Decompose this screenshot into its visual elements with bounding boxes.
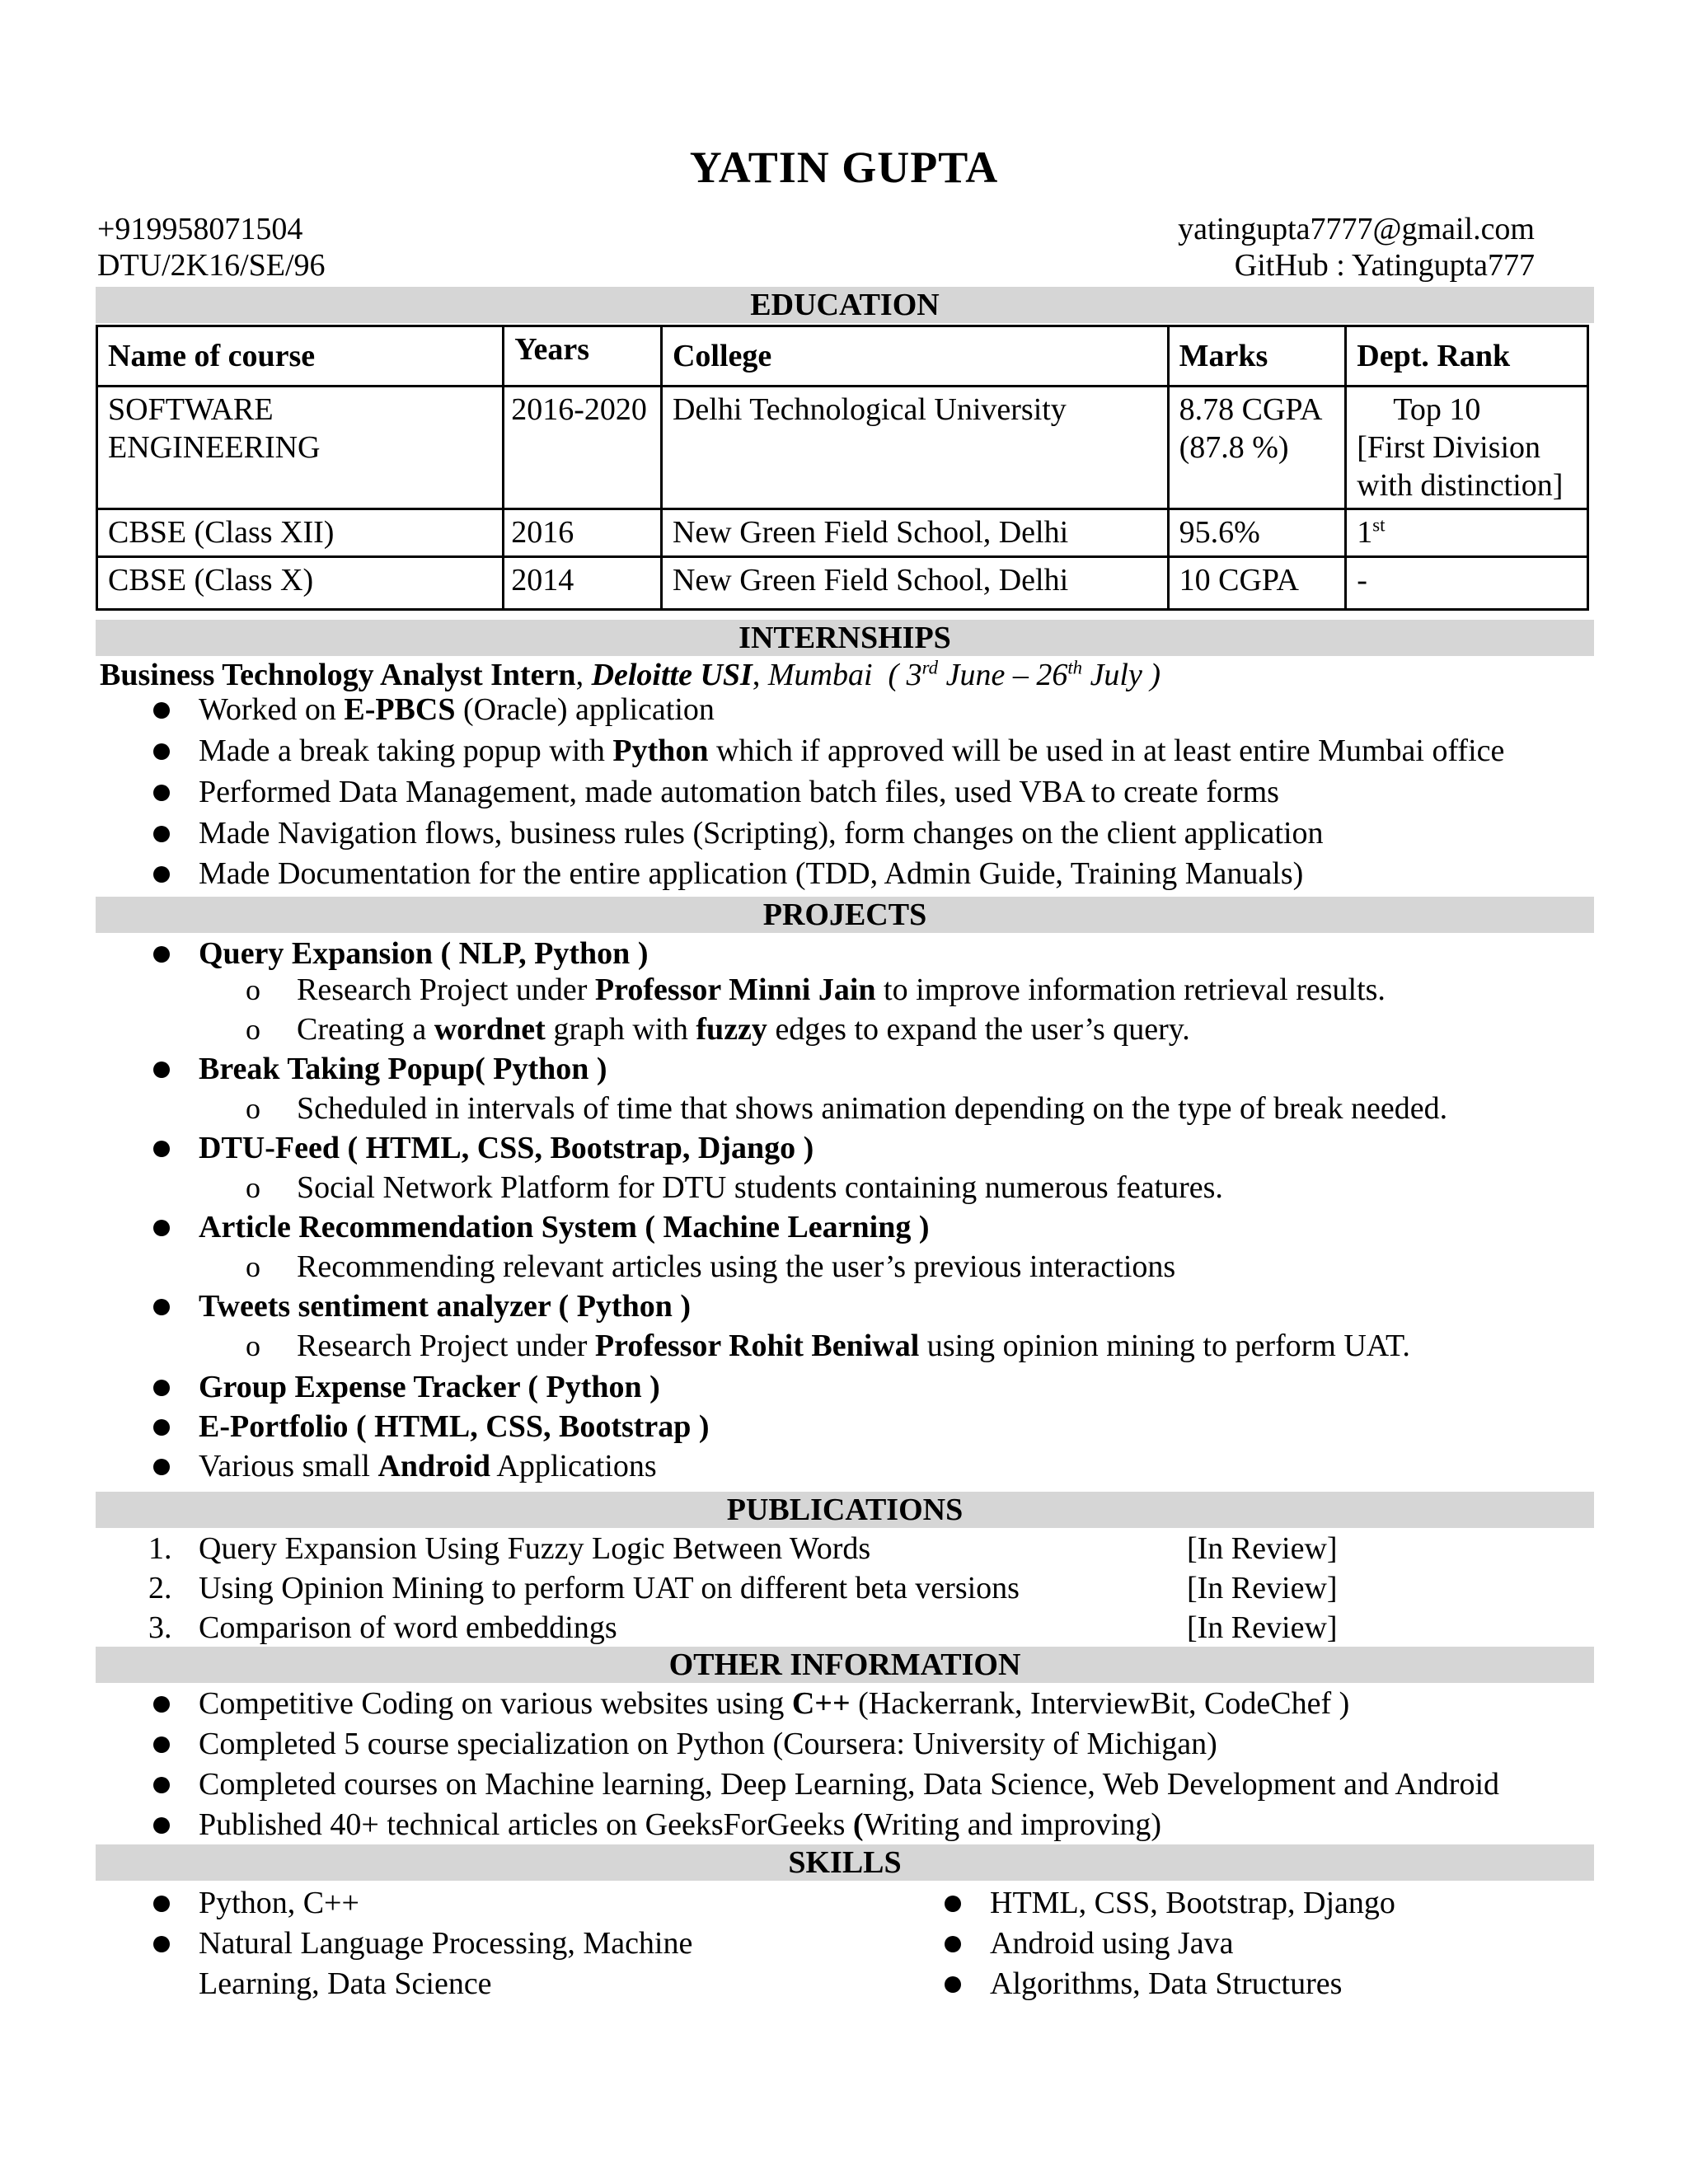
project-title: Query Expansion ( NLP, Python ) bbox=[199, 936, 649, 971]
bold-text: wordnet bbox=[434, 1012, 546, 1047]
bold-text: E-PBCS bbox=[344, 692, 456, 727]
text: which if approved will be used in at least entire Mumbai office bbox=[708, 733, 1505, 768]
text: Research Project under bbox=[297, 972, 595, 1007]
text: using opinion mining to perform UAT. bbox=[919, 1329, 1410, 1363]
bold-text: ( bbox=[852, 1807, 864, 1842]
college-cell: New Green Field School, Delhi bbox=[661, 509, 1168, 557]
bullet-icon bbox=[153, 1419, 170, 1436]
publication-status: [In Review] bbox=[1187, 1571, 1338, 1605]
circle-bullet-icon: o bbox=[246, 973, 260, 1006]
bullet-icon bbox=[153, 1062, 170, 1078]
text: Applications bbox=[490, 1449, 657, 1483]
section-heading-internships: INTERNSHIPS bbox=[96, 620, 1594, 656]
candidate-name: YATIN GUPTA bbox=[689, 143, 999, 192]
marks-cell: 95.6% bbox=[1168, 509, 1346, 557]
project-detail bbox=[297, 1248, 1175, 1286]
rank-superscript: st bbox=[1372, 514, 1386, 536]
text: Social Network Platform for DTU students containing numerous features. bbox=[297, 1170, 1223, 1205]
internship-location: Mumbai bbox=[767, 658, 873, 692]
internship-item bbox=[199, 814, 1324, 852]
circle-bullet-icon: o bbox=[246, 1013, 260, 1046]
internship-company: Deloitte USI bbox=[591, 658, 753, 692]
marks-cell: 10 CGPA bbox=[1168, 557, 1346, 610]
text: Creating a bbox=[297, 1012, 434, 1047]
bold-text: fuzzy bbox=[696, 1012, 767, 1047]
circle-bullet-icon: o bbox=[246, 1171, 260, 1204]
project-title: E-Portfolio ( HTML, CSS, Bootstrap ) bbox=[199, 1409, 710, 1444]
bullet-icon bbox=[153, 1380, 170, 1396]
bullet-icon bbox=[153, 1896, 170, 1912]
college-cell: New Green Field School, Delhi bbox=[661, 557, 1168, 610]
other-information-item bbox=[199, 1685, 1349, 1722]
course-cell bbox=[97, 387, 504, 509]
course-cell: CBSE (Class XII) bbox=[97, 509, 504, 557]
project-title: Break Taking Popup( Python ) bbox=[199, 1052, 607, 1086]
bullet-icon bbox=[153, 826, 170, 842]
text: (Oracle) application bbox=[455, 692, 715, 727]
bullet-icon bbox=[153, 702, 170, 719]
years-cell: 2016 bbox=[504, 509, 662, 557]
years-cell: 2016-2020 bbox=[504, 387, 662, 509]
section-heading-skills: SKILLS bbox=[96, 1844, 1594, 1881]
email-address: yatingupta7777@gmail.com bbox=[1178, 212, 1535, 246]
bullet-icon bbox=[153, 1777, 170, 1793]
skill-item: Python, C++ bbox=[199, 1886, 359, 1920]
rank-cell bbox=[1346, 387, 1588, 509]
bullet-icon bbox=[153, 785, 170, 801]
roll-number: DTU/2K16/SE/96 bbox=[97, 248, 326, 283]
publication-number: 3. bbox=[148, 1610, 172, 1645]
table-row bbox=[97, 509, 1588, 557]
publication-status: [In Review] bbox=[1187, 1610, 1338, 1645]
circle-bullet-icon: o bbox=[246, 1092, 260, 1125]
text: graph with bbox=[545, 1012, 696, 1047]
publication-title: Comparison of word embeddings bbox=[199, 1610, 617, 1645]
internship-role: Business Technology Analyst Intern bbox=[100, 658, 576, 692]
publication-status: [In Review] bbox=[1187, 1531, 1338, 1566]
marks-line: (87.8 %) bbox=[1179, 430, 1289, 465]
education-table bbox=[96, 325, 1589, 611]
skill-item: Android using Java bbox=[990, 1926, 1234, 1961]
course-cell: CBSE (Class X) bbox=[97, 557, 504, 610]
circle-bullet-icon: o bbox=[246, 1329, 260, 1362]
years-cell: 2014 bbox=[504, 557, 662, 610]
other-information-item bbox=[199, 1765, 1499, 1803]
section-heading-education: EDUCATION bbox=[96, 287, 1594, 323]
project-title: Tweets sentiment analyzer ( Python ) bbox=[199, 1289, 691, 1324]
bullet-icon bbox=[153, 1696, 170, 1713]
bold-text: Professor Minni Jain bbox=[594, 972, 876, 1007]
internship-item bbox=[199, 691, 715, 729]
bullet-icon bbox=[945, 1976, 961, 1993]
internship-item bbox=[199, 732, 1504, 770]
publication-title: Query Expansion Using Fuzzy Logic Between Words bbox=[199, 1531, 871, 1566]
text: Performed Data Management, made automation batch files, used VBA to create forms bbox=[199, 775, 1279, 809]
rank-cell: - bbox=[1346, 557, 1588, 610]
text: edges to expand the user’s query. bbox=[767, 1012, 1190, 1047]
bullet-icon bbox=[153, 1817, 170, 1834]
bullet-icon bbox=[153, 946, 170, 963]
skill-item: Natural Language Processing, Machine bbox=[199, 1926, 693, 1961]
other-information-item bbox=[199, 1806, 1161, 1844]
internship-title: Business Technology Analyst Intern, Deloitte USI, Mumbai ( 3rd June – 26th July ) bbox=[100, 657, 1161, 692]
text: Scheduled in intervals of time that shows animation depending on the type of break needed. bbox=[297, 1091, 1448, 1126]
section-heading-projects: PROJECTS bbox=[96, 897, 1594, 933]
bullet-icon bbox=[153, 1459, 170, 1475]
project-detail bbox=[297, 1327, 1410, 1365]
bullet-icon bbox=[153, 866, 170, 883]
text: Various small bbox=[199, 1449, 378, 1483]
section-heading-publications: PUBLICATIONS bbox=[96, 1492, 1594, 1528]
rank-line: with distinction] bbox=[1357, 468, 1564, 503]
text: Writing and improving) bbox=[863, 1807, 1162, 1842]
project-title: Group Expense Tracker ( Python ) bbox=[199, 1370, 660, 1404]
column-header: Dept. Rank bbox=[1346, 326, 1588, 387]
skill-item: Algorithms, Data Structures bbox=[990, 1966, 1343, 2001]
bullet-icon bbox=[153, 1736, 170, 1753]
column-header: Marks bbox=[1168, 326, 1346, 387]
text: Completed 5 course specialization on Python (Coursera: University of Michigan) bbox=[199, 1727, 1217, 1761]
rank-value: 1 bbox=[1357, 515, 1373, 550]
skill-item-continued: Learning, Data Science bbox=[199, 1966, 492, 2001]
bullet-icon bbox=[153, 1299, 170, 1315]
marks-line: 8.78 CGPA bbox=[1179, 392, 1323, 427]
project-detail bbox=[297, 971, 1386, 1009]
text: Recommending relevant articles using the user’s previous interactions bbox=[297, 1249, 1176, 1284]
column-header: Years bbox=[504, 326, 662, 387]
text: to improve information retrieval results. bbox=[875, 972, 1386, 1007]
project-detail bbox=[297, 1169, 1223, 1207]
project-detail bbox=[297, 1010, 1190, 1048]
skill-item: HTML, CSS, Bootstrap, Django bbox=[990, 1886, 1395, 1920]
section-heading-other-information: OTHER INFORMATION bbox=[96, 1647, 1594, 1683]
text: Made Navigation flows, business rules (Scripting), form changes on the client application bbox=[199, 816, 1324, 851]
college-cell: Delhi Technological University bbox=[661, 387, 1168, 509]
circle-bullet-icon: o bbox=[246, 1250, 260, 1283]
text: Published 40+ technical articles on GeeksForGeeks bbox=[199, 1807, 853, 1842]
github-handle: GitHub : Yatingupta777 bbox=[1234, 248, 1535, 283]
rank-line: [First Division bbox=[1357, 430, 1541, 465]
internship-dates: ( 3rd June – 26th July ) bbox=[888, 657, 1161, 692]
rank-line: Top 10 bbox=[1393, 392, 1481, 427]
bold-text: Android bbox=[377, 1449, 491, 1483]
rank-cell bbox=[1346, 509, 1588, 557]
internship-item bbox=[199, 855, 1303, 893]
table-row bbox=[97, 387, 1588, 509]
project-detail bbox=[297, 1090, 1447, 1127]
project-item bbox=[199, 1447, 657, 1485]
marks-cell bbox=[1168, 387, 1346, 509]
table-row bbox=[97, 557, 1588, 610]
text: Worked on bbox=[199, 692, 345, 727]
publication-number: 2. bbox=[148, 1571, 172, 1605]
other-information-item bbox=[199, 1725, 1217, 1763]
phone-number: +919958071504 bbox=[97, 212, 303, 246]
bold-text: Python bbox=[612, 733, 709, 768]
bullet-icon bbox=[153, 743, 170, 760]
bullet-icon bbox=[153, 1141, 170, 1157]
bullet-icon bbox=[153, 1936, 170, 1952]
bullet-icon bbox=[945, 1936, 961, 1952]
internship-item bbox=[199, 773, 1279, 811]
bullet-icon bbox=[945, 1896, 961, 1912]
publication-title: Using Opinion Mining to perform UAT on different beta versions bbox=[199, 1571, 1020, 1605]
project-title: DTU-Feed ( HTML, CSS, Bootstrap, Django ) bbox=[199, 1131, 814, 1165]
text: Completed courses on Machine learning, Deep Learning, Data Science, Web Development and Android bbox=[199, 1767, 1500, 1802]
text: Made a break taking popup with bbox=[199, 733, 613, 768]
bold-text: Professor Rohit Beniwal bbox=[594, 1329, 920, 1363]
text: Made Documentation for the entire application (TDD, Admin Guide, Training Manuals) bbox=[199, 856, 1304, 891]
education-table-header bbox=[97, 326, 1588, 387]
column-header: Name of course bbox=[97, 326, 504, 387]
course-line: SOFTWARE bbox=[108, 392, 274, 427]
text: (Hackerrank, InterviewBit, CodeChef ) bbox=[850, 1686, 1350, 1721]
text: Competitive Coding on various websites using bbox=[199, 1686, 792, 1721]
bullet-icon bbox=[153, 1220, 170, 1236]
project-title: Article Recommendation System ( Machine Learning ) bbox=[199, 1210, 930, 1244]
column-header: College bbox=[661, 326, 1168, 387]
publication-number: 1. bbox=[148, 1531, 172, 1566]
bold-text: C++ bbox=[791, 1686, 851, 1721]
course-line: ENGINEERING bbox=[108, 430, 321, 465]
text: Research Project under bbox=[297, 1329, 595, 1363]
